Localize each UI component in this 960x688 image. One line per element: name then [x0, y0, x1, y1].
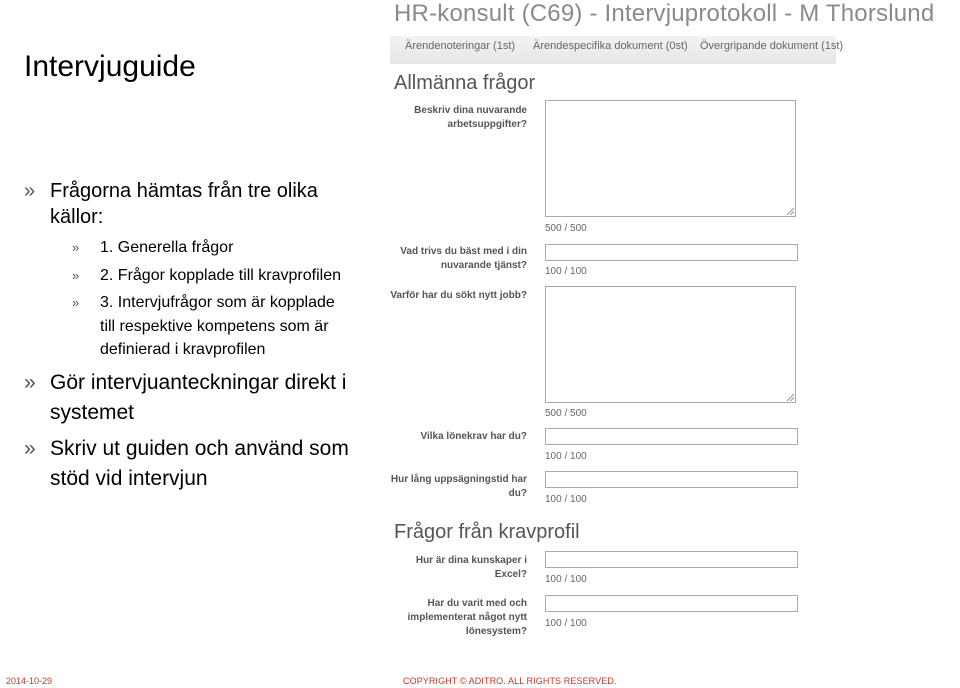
interview-protocol-screenshot — [390, 0, 960, 660]
char-counter: 500 / 500 — [545, 408, 587, 419]
bullet-item — [24, 178, 354, 230]
slide-title: Intervjuguide — [24, 50, 196, 83]
question-label: Varför har du sökt nytt jobb? — [390, 290, 527, 301]
tab-overgripande-dokument[interactable]: Övergripande dokument (1st) — [700, 40, 844, 52]
sub-bullet-text: 3. Intervjufrågor som är kopplade till respektive kompetens som är definierad i kravprofilen — [100, 294, 335, 358]
tab-bar — [390, 36, 844, 64]
char-counter: 100 / 100 — [545, 266, 587, 277]
char-counter: 100 / 100 — [545, 574, 587, 585]
question-label: Beskriv dina nuvarande arbetsuppgifter? — [414, 105, 527, 130]
question-label: Vilka lönekrav har du? — [420, 431, 527, 442]
bullet-item — [24, 434, 354, 494]
char-counter: 100 / 100 — [545, 451, 587, 462]
bullet-marker: » — [24, 180, 36, 202]
bullet-text: Frågorna hämtas från tre olika källor: — [50, 180, 318, 228]
bullet-item — [24, 368, 354, 428]
sub-bullet-list — [72, 236, 354, 362]
sub-bullet-text: 2. Frågor kopplade till kravprofilen — [100, 266, 342, 284]
tab-arendenoteringar[interactable]: Ärendenoteringar (1st) — [405, 40, 516, 52]
bullet-marker: » — [24, 436, 36, 460]
bullet-marker: » — [72, 267, 80, 283]
answer-input[interactable] — [545, 471, 798, 488]
char-counter: 500 / 500 — [545, 223, 587, 234]
section-title: Allmänna frågor — [394, 72, 536, 94]
bullet-list — [24, 178, 354, 494]
bullet-marker: » — [24, 370, 36, 394]
bullet-marker: » — [72, 240, 80, 255]
answer-input[interactable] — [545, 428, 798, 445]
answer-input[interactable] — [545, 551, 798, 568]
resize-grip-icon[interactable] — [787, 208, 794, 215]
bullet-text: Skriv ut guiden och använd som stöd vid intervjun — [50, 436, 349, 490]
char-counter: 100 / 100 — [545, 494, 587, 505]
sub-bullet-item — [72, 236, 354, 260]
footer-copyright: COPYRIGHT © ADITRO. ALL RIGHTS RESERVED. — [403, 676, 617, 686]
answer-input[interactable] — [545, 595, 798, 612]
answer-textarea[interactable] — [545, 286, 796, 403]
resize-grip-icon[interactable] — [787, 394, 794, 401]
question-label: Har du varit med och implementerat något nytt lönesystem? — [407, 598, 527, 637]
question-label: Hur lång uppsägningstid har du? — [390, 474, 527, 499]
answer-input[interactable] — [545, 244, 798, 261]
app-title: HR-konsult (C69) - Intervjuprotokoll - M Thorslund — [394, 0, 935, 27]
sub-bullet-item — [72, 291, 354, 362]
bullet-marker: » — [72, 295, 80, 310]
question-label: Vad trivs du bäst med i din nuvarande tjänst? — [400, 246, 527, 271]
answer-textarea[interactable] — [545, 100, 796, 217]
sub-bullet-text: 1. Generella frågor — [100, 239, 234, 256]
question-label: Hur är dina kunskaper i Excel? — [415, 555, 527, 580]
footer-date: 2014-10-29 — [6, 676, 53, 686]
sub-bullet-item — [72, 264, 354, 288]
section-title: Frågor från kravprofil — [394, 521, 580, 543]
bullet-text: Gör intervjuanteckningar direkt i systemet — [50, 370, 347, 424]
tab-arendespecifika-dokument[interactable]: Ärendespecifika dokument (0st) — [533, 40, 688, 52]
char-counter: 100 / 100 — [545, 618, 587, 629]
